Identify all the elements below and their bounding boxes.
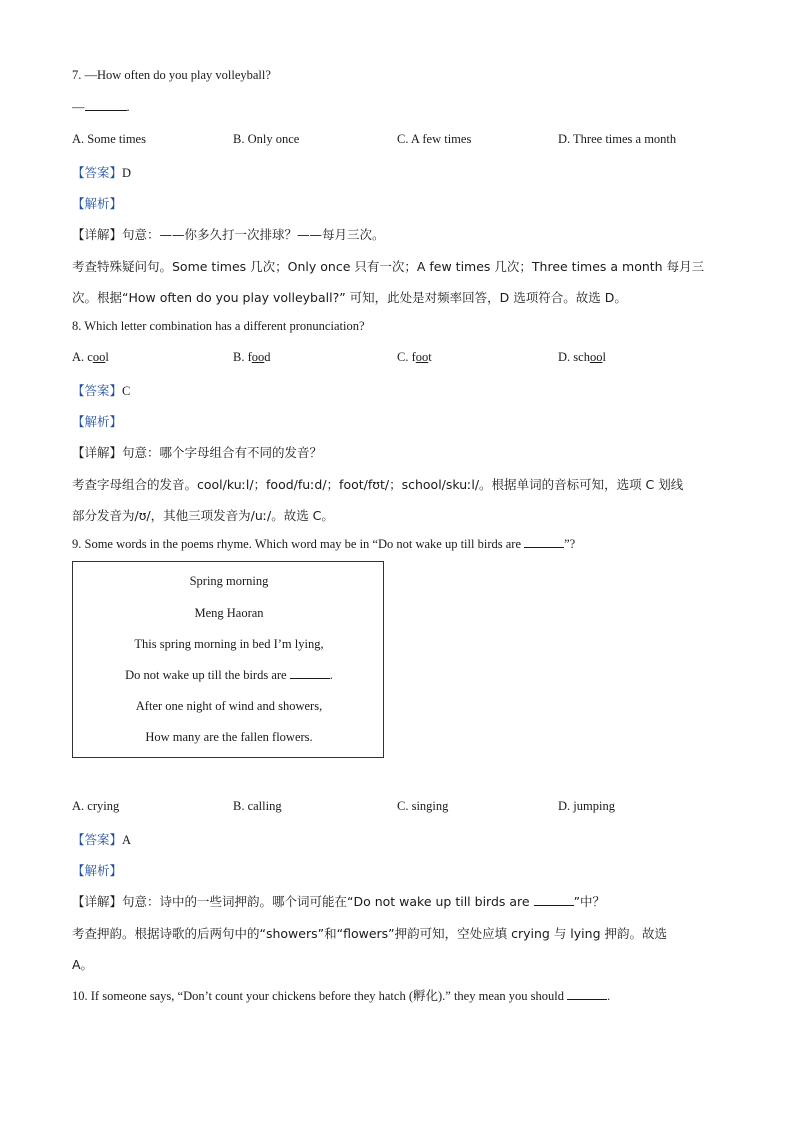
q7-option-b: B. Only once	[233, 132, 300, 146]
poem-blank	[290, 668, 330, 679]
q8-option-a-suffix: l	[105, 350, 109, 364]
q8-analysis-label: 【解析】	[72, 414, 123, 429]
q8-answer-value: C	[122, 384, 131, 398]
q7-reply-end: .	[126, 100, 130, 114]
q7-explanation-line-1: 考查特殊疑问句。Some times 几次；Only once 只有一次；A few times 几次；Three times a month 每月三	[72, 259, 705, 274]
q7-question: 7. —How often do you play volleyball?	[72, 68, 271, 82]
q8-option-c-suffix: t	[428, 350, 432, 364]
poem-box	[72, 561, 384, 758]
q10-question-prefix: 10. If someone says, “Don’t count your chickens before they hatch (孵化).” they mean you should	[72, 989, 568, 1003]
q9-detail	[72, 892, 605, 910]
q10-question-suffix: .	[607, 989, 611, 1003]
q8-option-a-prefix: A. c	[72, 350, 93, 364]
q9-question-prefix: 9. Some words in the poems rhyme. Which word may be in “Do not wake up till birds are	[72, 537, 525, 551]
q9-answer-value: A	[122, 833, 132, 847]
q8-option-d-prefix: D. sch	[558, 350, 590, 364]
poem-line-2	[73, 668, 385, 683]
q8-explanation-line-1: 考查字母组合的发音。cool/kuːl/；food/fuːd/；foot/fʊt/；school/skuːl/。根据单词的音标可知，选项 C 划线	[72, 477, 684, 492]
q8-option-d-suffix: l	[602, 350, 606, 364]
q8-option-b-prefix: B. f	[233, 350, 252, 364]
q9-answer	[72, 830, 131, 848]
q9-detail-suffix: ”中？	[573, 894, 606, 909]
q8-option-c-prefix: C. f	[397, 350, 416, 364]
q8-option-b-suffix: d	[264, 350, 271, 364]
q7-analysis-label: 【解析】	[72, 196, 123, 211]
q9-answer-label: 【答案】	[72, 832, 123, 847]
poem-line-2-suffix: .	[329, 668, 333, 682]
poem-line-2-prefix: Do not wake up till the birds are	[125, 668, 290, 682]
q7-answer-value: D	[122, 166, 132, 180]
q7-reply-dash: —	[72, 100, 85, 114]
q7-detail: 【详解】句意：——你多久打一次排球？——每月三次。	[72, 227, 385, 242]
q9-question-suffix: ”?	[564, 537, 576, 551]
q8-question: 8. Which letter combination has a different pronunciation?	[72, 319, 365, 333]
q9-option-d: D. jumping	[558, 799, 615, 813]
q9-question-blank	[524, 537, 564, 548]
q8-option-a	[72, 350, 109, 365]
q8-detail: 【详解】句意：哪个字母组合有不同的发音？	[72, 445, 323, 460]
q7-answer	[72, 163, 131, 181]
q8-option-c-underlined: oo	[415, 350, 429, 364]
q7-answer-label: 【答案】	[72, 165, 123, 180]
q9-option-c: C. singing	[397, 799, 449, 813]
q8-option-d	[558, 350, 606, 365]
q9-detail-blank	[534, 895, 574, 906]
q8-option-a-underlined: oo	[92, 350, 106, 364]
q8-option-d-underlined: oo	[589, 350, 603, 364]
q7-explanation-line-2: 次。根据“How often do you play volleyball?” 可知，此处是对频率回答，D 选项符合。故选 D。	[72, 290, 627, 305]
q10-blank	[567, 989, 607, 1000]
q9-explanation-line-2: A。	[72, 957, 94, 972]
q8-answer-label: 【答案】	[72, 383, 123, 398]
poem-line-1: This spring morning in bed I’m lying,	[134, 637, 324, 651]
q9-explanation-line-1: 考查押韵。根据诗歌的后两句中的“showers”和“flowers”押韵可知，空处应填 crying 与 lying 押韵。故选	[72, 926, 667, 941]
q8-option-c	[397, 350, 432, 365]
q7-option-c: C. A few times	[397, 132, 472, 146]
q9-option-a: A. crying	[72, 799, 120, 813]
q10-question	[72, 986, 610, 1004]
q7-blank	[85, 100, 127, 111]
q9-question	[72, 537, 575, 552]
poem-author: Meng Haoran	[194, 606, 264, 620]
poem-line-3: After one night of wind and showers,	[135, 699, 323, 713]
q8-option-b	[233, 350, 271, 365]
q7-option-a: A. Some times	[72, 132, 146, 146]
poem-line-4: How many are the fallen flowers.	[145, 730, 313, 744]
q7-option-d: D. Three times a month	[558, 132, 677, 146]
q8-answer	[72, 381, 130, 399]
q8-option-b-underlined: oo	[251, 350, 265, 364]
q9-option-b: B. calling	[233, 799, 282, 813]
q7-reply	[72, 100, 130, 115]
poem-title: Spring morning	[189, 574, 269, 588]
q9-detail-prefix: 【详解】句意：诗中的一些词押韵。哪个词可能在“Do not wake up till birds are	[72, 894, 534, 909]
q8-explanation-line-2: 部分发音为/ʊ/，其他三项发音为/uː/。故选 C。	[72, 508, 334, 523]
q9-analysis-label: 【解析】	[72, 863, 123, 878]
